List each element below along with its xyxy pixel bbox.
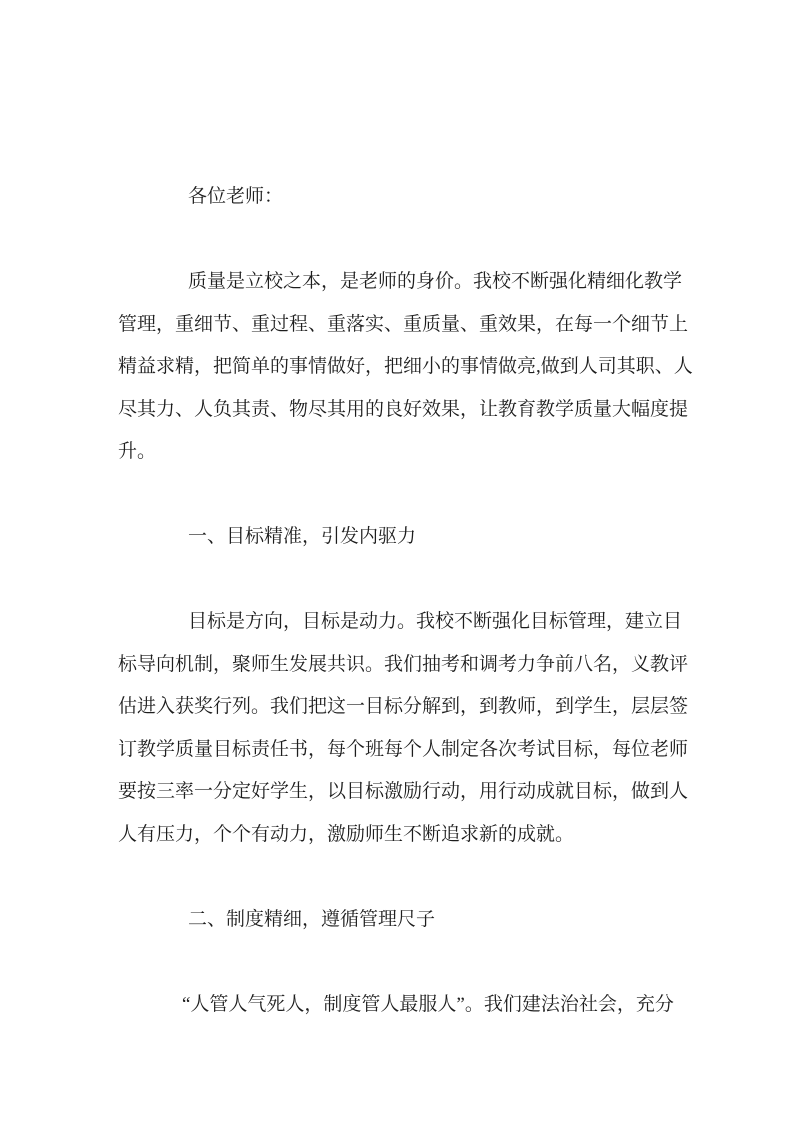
text-line: 升。 (118, 441, 157, 462)
text-line: 标导向机制，聚师生发展共识。我们抽考和调考力争前八名，义教评 (118, 653, 689, 675)
section-heading (118, 899, 680, 942)
section-heading (118, 516, 680, 559)
text-line: 一、目标精准，引发内驱力 (188, 526, 417, 547)
text-line: 估进入获奖行列。我们把这一目标分解到，到教师，到学生，层层签 (118, 696, 689, 717)
paragraph (118, 261, 693, 474)
paragraph (118, 984, 680, 1027)
text-line: “人管人气死人，制度管人最服人”。我们建法治社会，充分 (182, 993, 674, 1015)
paragraph (118, 601, 689, 856)
document-content (118, 176, 693, 1069)
paragraph (118, 176, 680, 219)
text-line: 二、制度精细，遵循管理尺子 (188, 908, 436, 930)
text-line: 目标是方向，目标是动力。我校不断强化目标管理，建立目 (188, 611, 683, 632)
text-line: 各位老师： (188, 186, 284, 207)
text-line: 质量是立校之本，是老师的身价。我校不断强化精细化教学 (188, 271, 683, 292)
text-line: 订教学质量目标责任书，每个班每个人制定各次考试目标，每位老师 (118, 738, 689, 760)
text-line: 精益求精，把简单的事情做好，把细小的事情做亮,做到人司其职、人 (118, 356, 693, 377)
text-line: 管理，重细节、重过程、重落实、重质量、重效果，在每一个细节上 (118, 313, 689, 335)
text-line: 尽其力、人负其责、物尽其用的良好效果，让教育教学质量大幅度提 (118, 398, 689, 420)
text-line: 要按三率一分定好学生，以目标激励行动，用行动成就目标，做到人 (118, 781, 689, 802)
text-line: 人有压力，个个有动力，激励师生不断追求新的成就。 (118, 823, 575, 845)
